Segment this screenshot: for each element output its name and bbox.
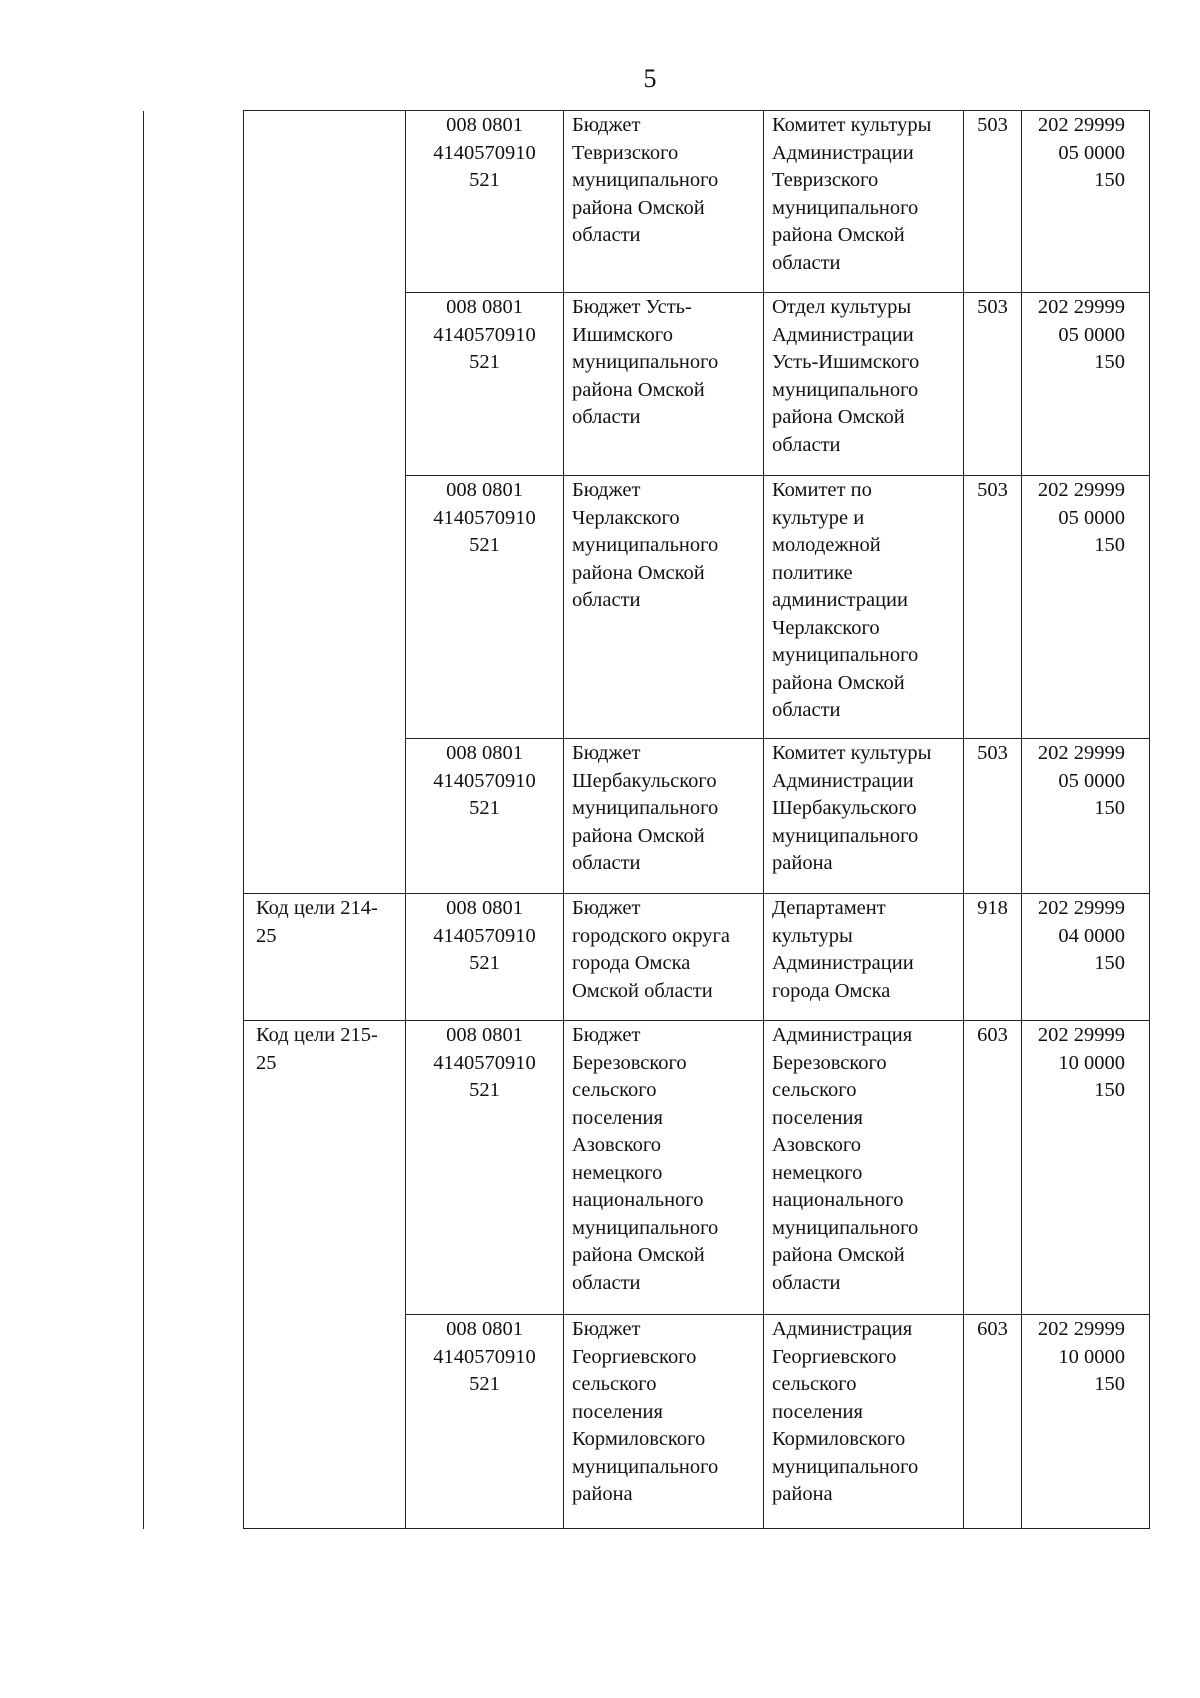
administrator-cell: Администрация Георгиевского сельского поселения Кормиловского муниципального района [764,1315,964,1529]
table-row [144,111,1150,293]
table-row [144,894,1150,1021]
revenue-code-cell: 202 29999 10 0000 150 [1022,1021,1150,1315]
budget-code-cell: 008 0801 4140570910 521 [406,1315,564,1529]
administrator-cell: Комитет культуры Администрации Шербакульского муниципального района [764,739,964,894]
budget-code-cell: 008 0801 4140570910 521 [406,894,564,1021]
revenue-code-cell: 202 29999 05 0000 150 [1022,476,1150,739]
budget-name-cell: Бюджет Георгиевского сельского поселения Кормиловского муниципального района [564,1315,764,1529]
budget-name-cell: Бюджет Березовского сельского поселения Азовского немецкого национального муниципального района Омской области [564,1021,764,1315]
administrator-cell: Комитет по культуре и молодежной политике администрации Черлакского муниципального района Омской области [764,476,964,739]
admin-code-cell: 503 [964,111,1022,293]
empty-cell [144,111,244,1529]
budget-code-cell: 008 0801 4140570910 521 [406,1021,564,1315]
admin-code-cell: 603 [964,1315,1022,1529]
admin-code-cell: 918 [964,894,1022,1021]
budget-name-cell: Бюджет Шербакульского муниципального района Омской области [564,739,764,894]
budget-name-cell: Бюджет Тевризского муниципального района Омской области [564,111,764,293]
administrator-cell: Администрация Березовского сельского поселения Азовского немецкого национального муниципального района Омской области [764,1021,964,1315]
admin-code-cell: 503 [964,476,1022,739]
budget-name-cell: Бюджет Усть- Ишимского муниципального района Омской области [564,293,764,476]
budget-name-cell: Бюджет Черлакского муниципального района Омской области [564,476,764,739]
administrator-cell: Отдел культуры Администрации Усть-Ишимского муниципального района Омской области [764,293,964,476]
admin-code-cell: 503 [964,739,1022,894]
page-number: 5 [643,64,657,93]
table-row [144,1021,1150,1315]
target-code-cell: Код цели 214- 25 [244,894,406,1021]
budget-code-cell: 008 0801 4140570910 521 [406,293,564,476]
administrator-cell: Комитет культуры Администрации Тевризского муниципального района Омской области [764,111,964,293]
revenue-code-cell: 202 29999 05 0000 150 [1022,111,1150,293]
revenue-code-cell: 202 29999 04 0000 150 [1022,894,1150,1021]
target-code-cell [244,111,406,894]
budget-allocation-table [143,110,1150,1529]
revenue-code-cell: 202 29999 10 0000 150 [1022,1315,1150,1529]
revenue-code-cell: 202 29999 05 0000 150 [1022,293,1150,476]
budget-code-cell: 008 0801 4140570910 521 [406,476,564,739]
admin-code-cell: 503 [964,293,1022,476]
budget-code-cell: 008 0801 4140570910 521 [406,111,564,293]
target-code-cell: Код цели 215- 25 [244,1021,406,1529]
revenue-code-cell: 202 29999 05 0000 150 [1022,739,1150,894]
budget-code-cell: 008 0801 4140570910 521 [406,739,564,894]
budget-name-cell: Бюджет городского округа города Омска Омской области [564,894,764,1021]
admin-code-cell: 603 [964,1021,1022,1315]
administrator-cell: Департамент культуры Администрации города Омска [764,894,964,1021]
